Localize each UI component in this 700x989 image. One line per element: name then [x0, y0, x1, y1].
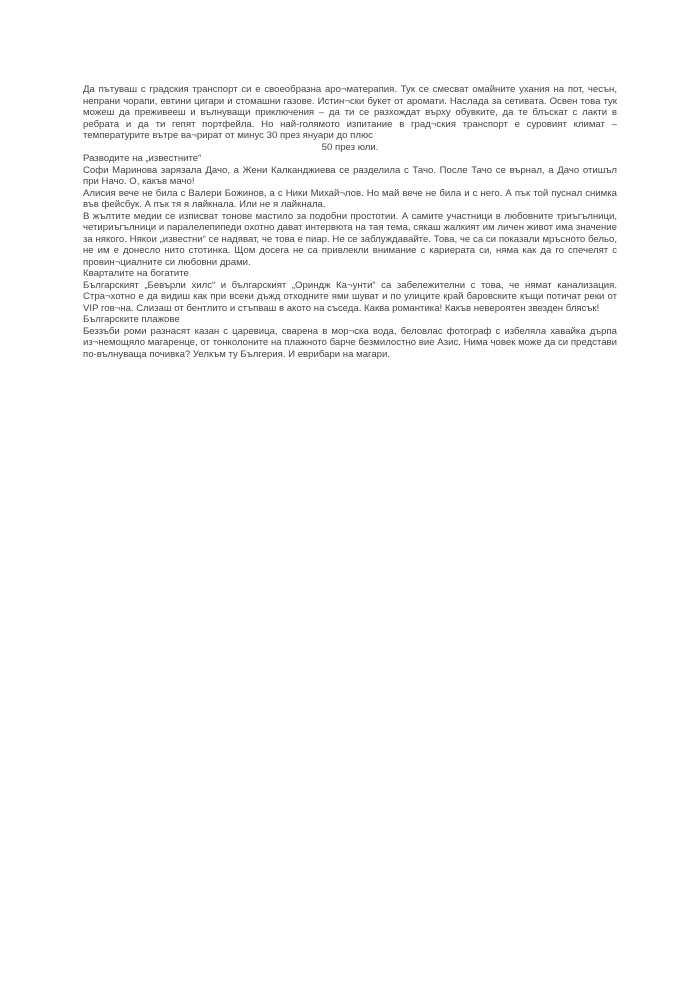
paragraph-rich-districts: Българският „Бевърли хилс“ и българският „Ориндж Ка¬унти“ са забележителни с това, че нямат канализация. Стра¬хотно е да видиш как при всеки дъжд отходните ями шуват и по улиците край баровските къщи потичат реки от VIP гов¬на. Слизаш от бентлито и стъпваш в акото на съседа. Каква романтика! Какъв невероятен звезден блясък!: [83, 279, 617, 314]
paragraph-beaches: Беззъби роми разнасят казан с царевица, сварена в мор¬ска вода, беловлас фотограф с избеляла хавайка дърпа из¬немощяло магаренце, от тонколоните на плажното барче безмилостно вие Азис. Нима човек може да си представи по-вълнуваща почивка? Уелкъм ту Бългерия. И еврибари на магари.: [83, 325, 617, 360]
paragraph-divorces-1: Софи Маринова зарязала Дачо, а Жени Калканджиева се разделила с Тачо. После Тачо се върнал, а Дачо отишъл при Начо. О, какъв мачо!: [83, 164, 617, 187]
paragraph-public-transport-end: 50 през юли.: [321, 141, 379, 153]
document-page: [83, 84, 617, 360]
paragraph-divorces-2: Алисия вече не била с Валери Божинов, а с Ники Михай¬лов. Но май вече не била и с него. А пък той пуснал снимка във фейсбук. А пък тя я лайкнала. Или не я лайкнала.: [83, 187, 617, 210]
paragraph-divorces-3: В жълтите медии се изписват тонове мастило за подобни простотии. А самите участници в любовните триъгълници, четириъгълници и паралелепипеди охотно дават интервюта на тая тема, сякаш жалкият им личен живот има значение за някого. Някои „известни“ се надяват, че това е пиар. Не се заблуждавайте. Това, че са си показали мръсното бельо, не им е донесло нито стотинка. Щом досега не са привлекли внимание с кариерата си, няма как да го спечелят с провин¬циалните си любовни драми.: [83, 210, 617, 268]
section-heading-rich-districts: Кварталите на богатите: [83, 268, 189, 279]
paragraph-public-transport: Да пътуваш с градския транспорт си е своеобразна аро¬матерапия. Тук се смесват омайните ухания на пот, чесън, непрани чорапи, евтини цигари и стомашни газове. Истин¬ски букет от аромати. Наслада за сетивата. Освен това тук можеш да преживееш и вълнуващи приключения – да ти се разхождат върху обувките, да те блъскат с лакти в ребрата и да ти гепят портфейла. Но най-голямото изпитание в град¬ския транспорт е суровият климат – температурите вътре ва¬рират от минус 30 през януари до плюс: [83, 84, 617, 141]
section-heading-beaches: Българските плажове: [83, 314, 180, 325]
section-heading-divorces: Разводите на „известните“: [83, 153, 202, 164]
